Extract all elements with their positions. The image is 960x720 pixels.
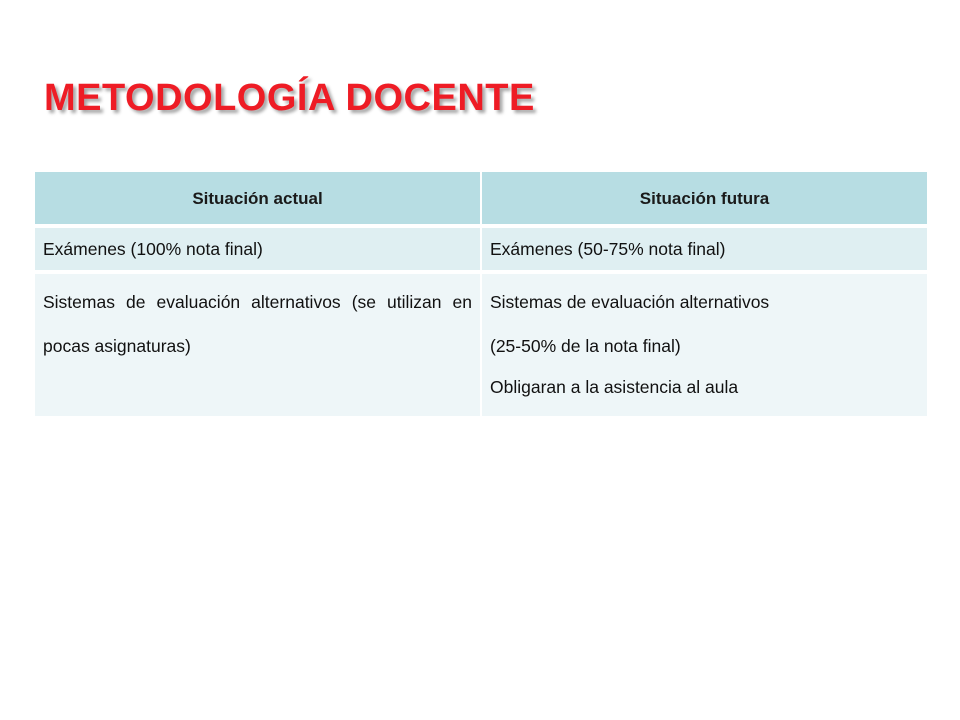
header-future-situation: Situación futura [481,172,927,226]
header-current-situation: Situación actual [35,172,481,226]
table-cell-future [481,226,927,272]
table-row [35,226,927,272]
cell-text: Exámenes (100% nota final) [43,239,263,259]
table-row [35,272,927,416]
table-cell-current [35,226,481,272]
slide-title: METODOLOGÍA DOCENTE [44,77,535,119]
cell-text-line: Sistemas de evaluación alternativos [490,292,770,312]
cell-text-line: Obligaran a la asistencia al aula [490,377,739,397]
table-cell-future [481,272,927,416]
cell-text-line: (25-50% de la nota final) [490,336,681,356]
cell-text: Exámenes (50-75% nota final) [490,239,726,259]
table-header-row [35,172,927,226]
cell-text: Sistemas de evaluación alternativos (se utilizan en pocas asignaturas) [43,292,472,356]
table-cell-current [35,272,481,416]
comparison-table [35,172,927,416]
